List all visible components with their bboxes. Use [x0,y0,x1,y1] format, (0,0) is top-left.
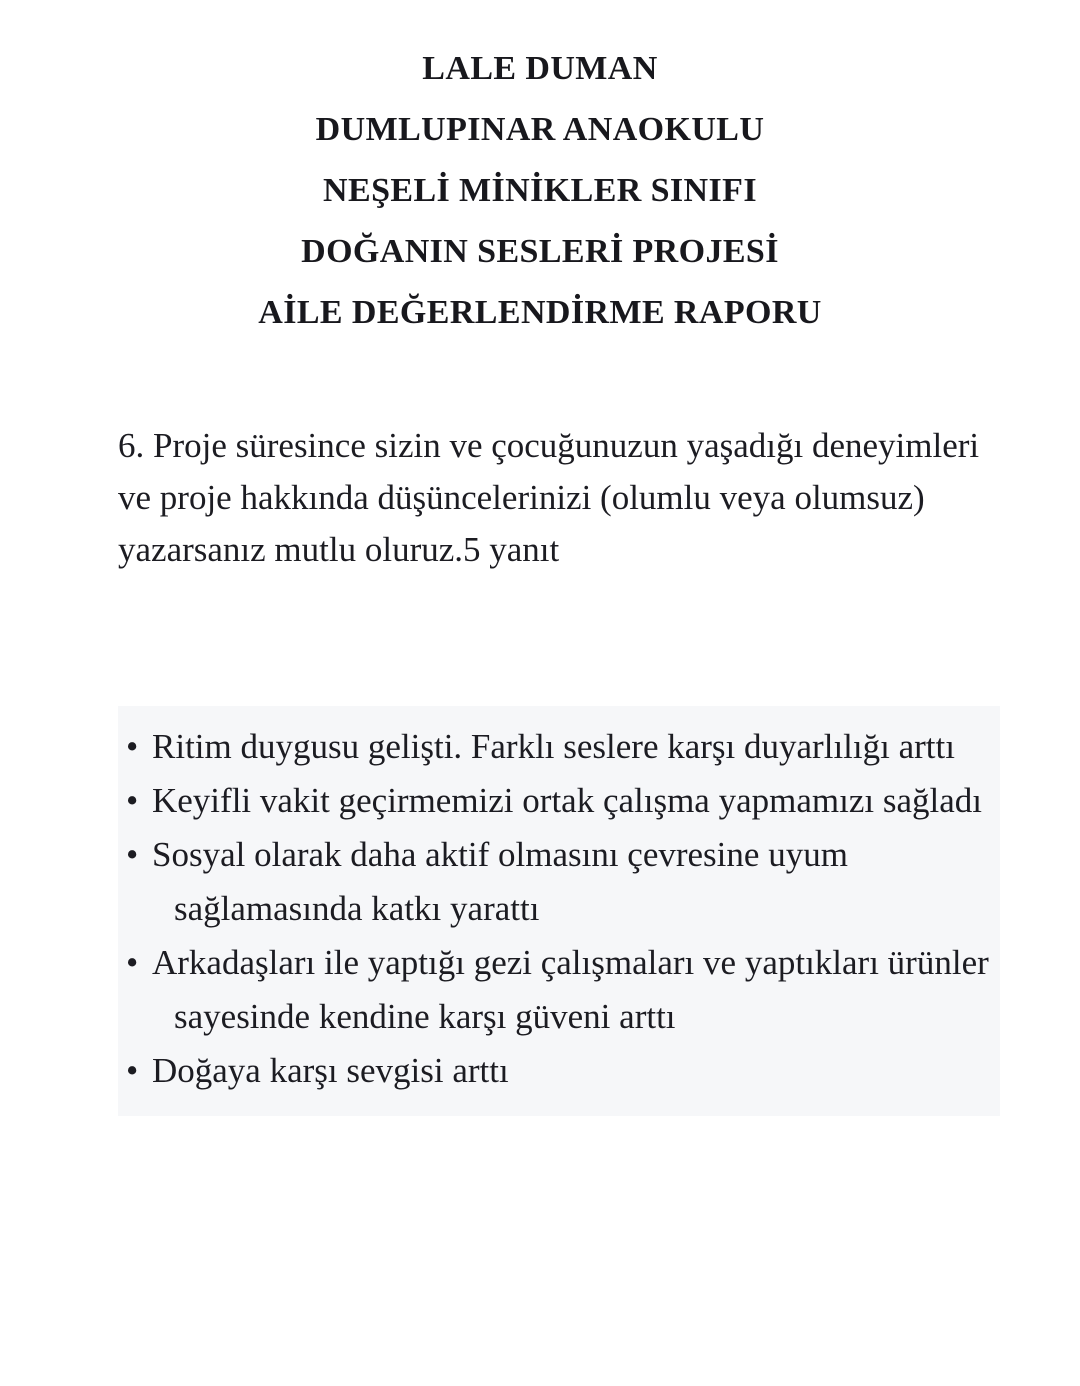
answer-text: Arkadaşları ile yaptığı gezi çalışmaları ve yaptıkları ürünler sayesinde kendine karşı güveni arttı [152,943,989,1036]
list-item [118,774,1000,828]
answer-text: Keyifli vakit geçirmemizi ortak çalışma yapmamızı sağladı [152,781,982,820]
list-item [118,720,1000,774]
question-text: 6. Proje süresince sizin ve çocuğunuzun yaşadığı deneyimleri ve proje hakkında düşüncelerinizi (olumlu veya olumsuz) yazarsanız mutlu oluruz.5 yanıt [118,426,980,569]
bullet-icon: • [126,943,139,982]
answer-list [118,720,1000,1098]
bullet-icon: • [126,781,139,820]
title-line-project-name: DOĞANIN SESLERİ PROJESİ [301,233,779,270]
title-line-school-name: DUMLUPINAR ANAOKULU [315,111,765,148]
bullet-icon: • [126,835,139,874]
title-line-class-name: NEŞELİ MİNİKLER SINIFI [323,172,757,209]
title-line-report-name: AİLE DEĞERLENDİRME RAPORU [258,294,822,331]
bullet-icon: • [126,727,139,766]
answer-text: Doğaya karşı sevgisi arttı [152,1051,509,1090]
answer-text: Sosyal olarak daha aktif olmasını çevresine uyum sağlamasında katkı yarattı [152,835,848,928]
list-item [118,828,1000,936]
list-item [118,1044,1000,1098]
bullet-icon: • [126,1051,139,1090]
report-title-block [0,38,1080,343]
answer-text: Ritim duygusu gelişti. Farklı seslere karşı duyarlılığı arttı [152,727,955,766]
list-item [118,936,1000,1044]
answers-panel [118,706,1000,1116]
title-line-parent-name: LALE DUMAN [422,50,658,87]
